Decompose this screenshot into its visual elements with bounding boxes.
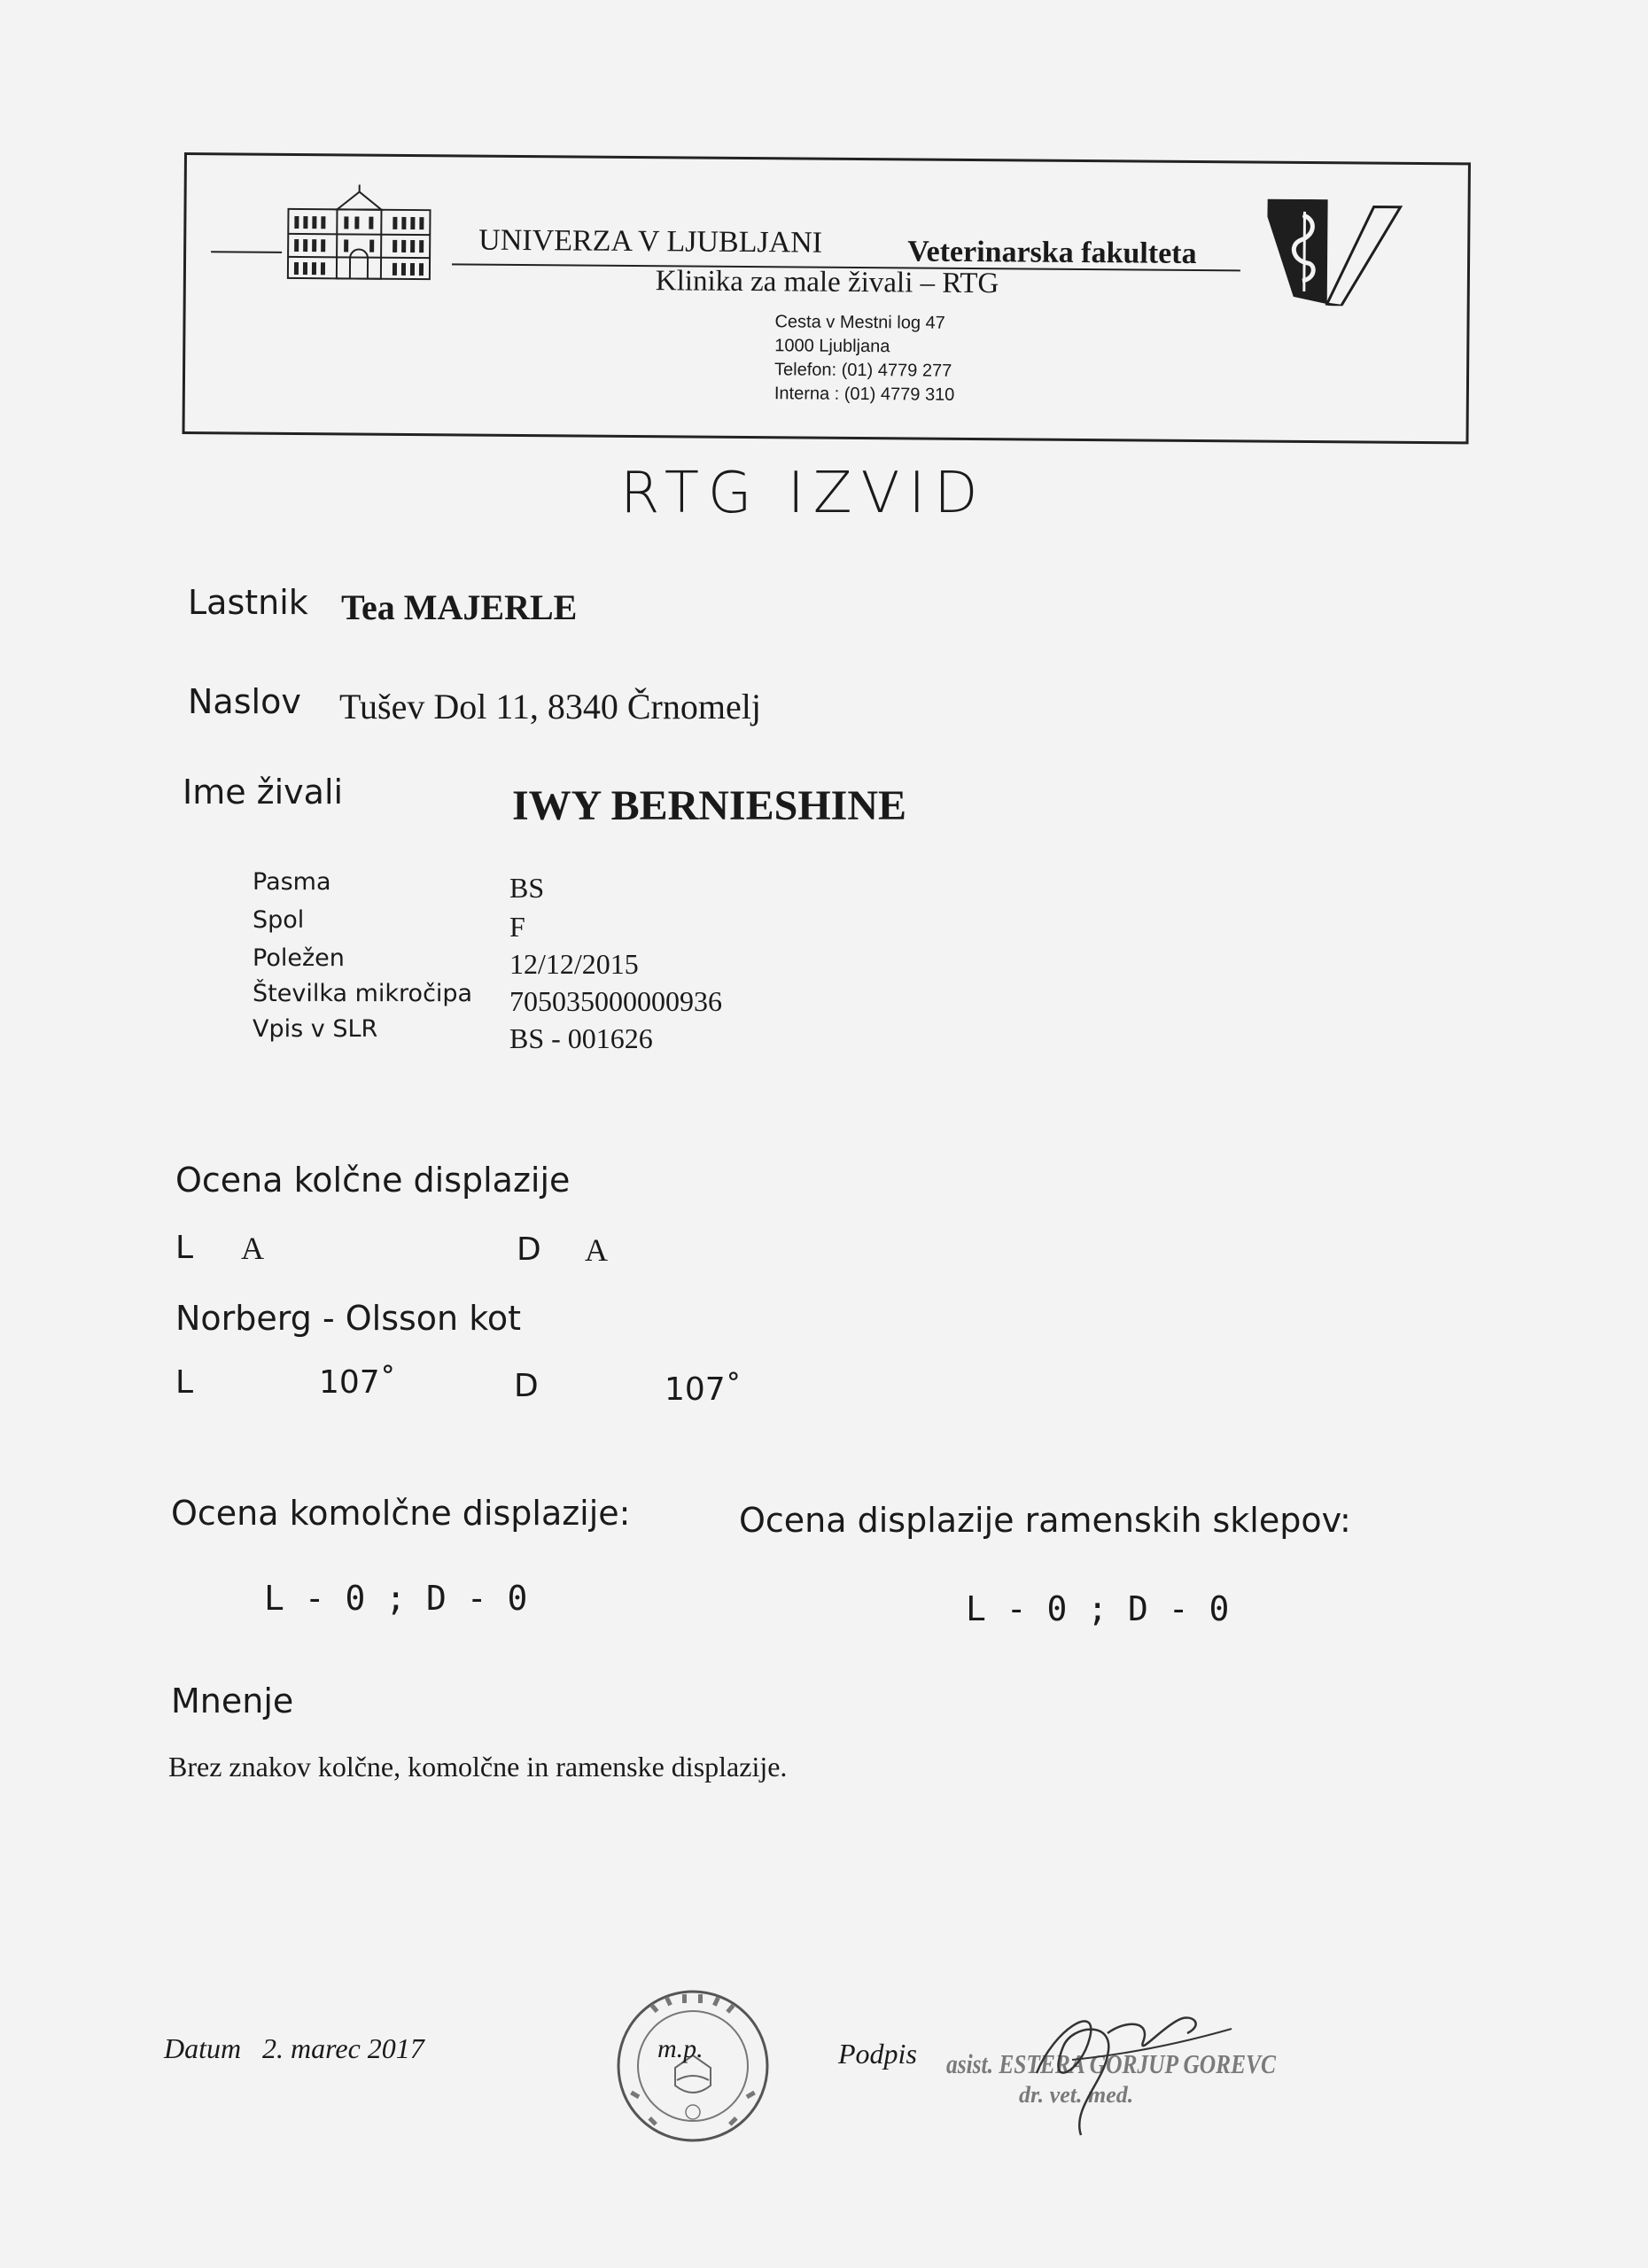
sex-value: F — [509, 911, 525, 943]
handwritten-signature-icon — [939, 1993, 1240, 2144]
opinion-title: Mnenje — [171, 1682, 294, 1720]
owner-label: Lastnik — [188, 583, 308, 622]
microchip-label: Številka mikročipa — [253, 980, 473, 1007]
registry-label: Vpis v SLR — [253, 1015, 378, 1043]
letterhead-box — [183, 152, 1471, 444]
opinion-text: Brez znakov kolčne, komolčne in ramenske displazije. — [168, 1751, 788, 1783]
internal-number: Interna : (01) 4779 310 — [773, 384, 955, 405]
clinic-name: Klinika za male živali – RTG — [655, 265, 999, 300]
address-line-1: Cesta v Mestni log 47 — [774, 312, 945, 333]
norberg-left-value: 107˚ — [319, 1364, 396, 1401]
birth-date-value: 12/12/2015 — [509, 948, 639, 980]
faculty-seal-icon — [613, 1986, 773, 2146]
norberg-right-value: 107˚ — [665, 1371, 742, 1408]
birth-date-label: Poležen — [253, 944, 345, 972]
animal-name-label: Ime živali — [183, 773, 344, 812]
hip-left-value: A — [241, 1231, 264, 1266]
date-label: Datum — [164, 2032, 242, 2064]
registry-value: BS - 001626 — [509, 1022, 653, 1054]
hip-dysplasia-title: Ocena kolčne displazije — [175, 1161, 571, 1200]
sex-label: Spol — [253, 906, 305, 934]
norberg-right-label: D — [514, 1368, 539, 1404]
address-line-2: 1000 Ljubljana — [774, 336, 890, 357]
microchip-value: 705035000000936 — [509, 985, 722, 1017]
animal-name-value: IWY BERNIESHINE — [512, 782, 907, 829]
address-value: Tušev Dol 11, 8340 Črnomelj — [339, 687, 761, 726]
phone-number: Telefon: (01) 4779 277 — [774, 360, 952, 381]
document-title: RTG IZVID — [620, 461, 987, 526]
owner-value: Tea MAJERLE — [341, 587, 578, 627]
letterhead-rule-left — [211, 251, 282, 253]
hip-right-value: A — [585, 1232, 608, 1268]
norberg-left-label: L — [175, 1364, 194, 1401]
shoulder-dysplasia-score: L - 0 ; D - 0 — [966, 1589, 1230, 1628]
norberg-olsson-title: Norberg - Olsson kot — [175, 1299, 522, 1338]
university-name: UNIVERZA V LJUBLJANI — [478, 223, 823, 260]
elbow-dysplasia-title: Ocena komolčne displazije: — [171, 1494, 631, 1533]
university-building-icon — [284, 183, 435, 281]
stamp-mark: m.p. — [657, 2034, 704, 2063]
date-value: 2. marec 2017 — [262, 2032, 424, 2064]
breed-value: BS — [509, 872, 545, 904]
elbow-dysplasia-score: L - 0 ; D - 0 — [264, 1579, 528, 1618]
hip-left-label: L — [175, 1230, 194, 1266]
breed-label: Pasma — [253, 868, 331, 896]
shoulder-dysplasia-title: Ocena displazije ramenskih sklepov: — [739, 1501, 1351, 1540]
signer-name: asist. ESTERA GORJUP GOREVC — [946, 2048, 1276, 2079]
hip-right-label: D — [517, 1231, 541, 1268]
signer-title: dr. vet. med. — [1019, 2082, 1134, 2108]
signature-label: Podpis — [838, 2038, 917, 2070]
address-label: Naslov — [188, 682, 301, 721]
veterinary-faculty-logo-icon — [1267, 199, 1419, 307]
faculty-name: Veterinarska fakulteta — [907, 235, 1197, 270]
